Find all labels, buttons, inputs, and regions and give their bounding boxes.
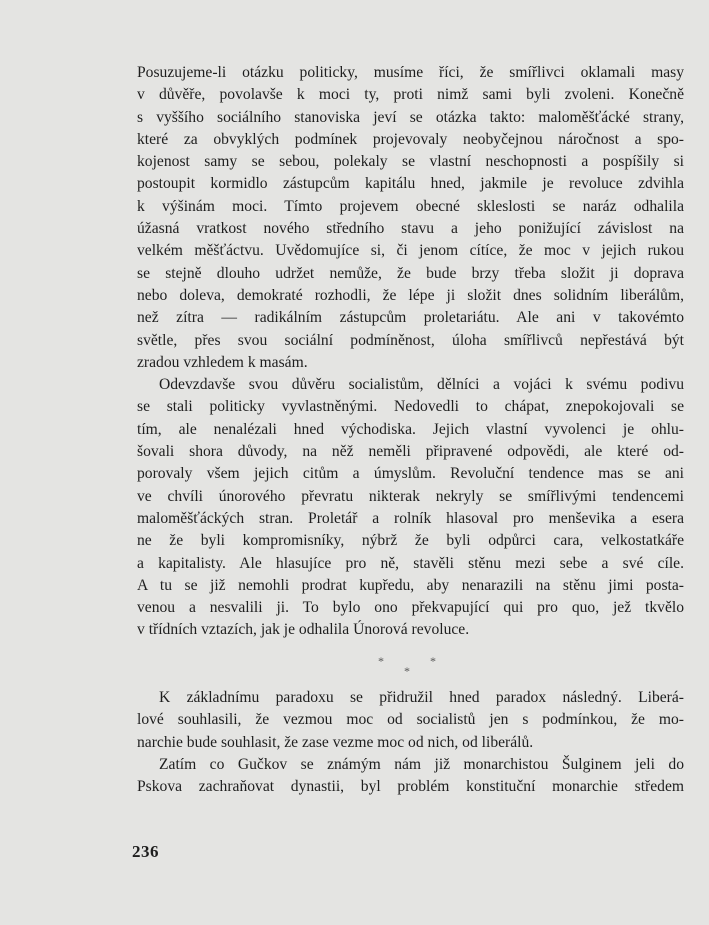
text-line: ve chvíli únorového převratu nikterak nekryly se smířlivými tendencemi [137,487,684,505]
separator-star: * [404,664,410,678]
text-line: v třídních vztazích, jak je odhalila Únorová revoluce. [137,621,470,639]
text-line: v důvěře, povolavše k moci ty, proti nimž sami byli zvoleni. Konečně [137,86,684,104]
text-line: s vyššího sociálního stanoviska jeví se otázka takto: maloměšťácké strany, [137,108,684,126]
text-line: zradou vzhledem k masám. [137,353,308,371]
text-line: k výšinám moci. Tímto projevem obecné skleslosti se naráz odhalila [137,197,684,215]
text-line: se stejně dlouho udržet nemůže, že bude brzy třeba složit ji doprava [137,264,684,282]
text-line: světle, přes svou sociální podmíněnost, úloha smířlivců nepřestává být [137,331,684,349]
text-line: Pskova zachraňovat dynastii, byl problém konstituční monarchie středem [137,778,684,796]
text-line: než zítra — radikálním zástupcům proletariátu. Ale ani v takovémto [137,309,684,327]
text-line: lové souhlasili, že vezmou moc od socialistů jen s podmínkou, že mo- [137,711,684,729]
text-line: porovaly všem jejich citům a úmyslům. Revoluční tendence mas se ani [137,465,684,483]
text-line: narchie bude souhlasit, že zase vezme moc od nich, od liberálů. [137,733,534,751]
text-line: A tu se již nemohli prodrat kupředu, aby nenarazili na stěnu jimi posta- [137,576,684,594]
text-line: tím, ale nenalézali hned východiska. Jejich vlastní vyvolenci je ohlu- [137,420,684,438]
separator-star: * [430,654,436,668]
body-text-section-2 [137,687,684,798]
text-line: velkém měšťáctvu. Uvědomujíce si, či jenom cítíce, že moc v jejich rukou [137,242,684,260]
text-line: Zatím co Gučkov se známým nám již monarchistou Šulginem jeli do [159,755,684,773]
text-line: nebo doleva, demokraté rozhodli, že lépe ji složit dnes solidním liberálům, [137,286,684,304]
section-separator [370,654,450,684]
text-line: a kapitalisty. Ale hlasujíce pro ně, stavěli stěnu mezi sebe a své cíle. [137,554,684,572]
text-line: se stali politicky vyvlastněnými. Nedovedli to chápat, znepokojovali se [137,398,684,416]
text-line: které za obvyklých podmínek projevovaly neobyčejnou náročnost a spo- [137,130,684,148]
text-line: K základnímu paradoxu se přidružil hned paradox následný. Liberá- [159,689,684,706]
text-line: ne že byli kompromisníky, nýbrž že byli odpůrci cara, velkostatkáře [137,532,684,550]
separator-star: * [378,654,384,668]
text-line: maloměšťáckých stran. Proletář a rolník hlasoval pro menševika a esera [137,509,684,527]
text-line: úžasná vratkost nového středního stavu a jeho ponižující závislost na [137,220,684,238]
text-line: Odevzdavše svou důvěru socialistům, dělníci a vojáci k svému podivu [159,376,684,394]
text-line: kojenost samy se sebou, polekaly se vlastní neschopnosti a pospíšily si [137,153,684,171]
text-line: venou a nesvalili ji. To bylo ono překvapující qui pro quo, jež tkvělo [137,599,684,617]
page-number: 236 [132,842,159,861]
text-line: šovali shora důvody, na něž neměli připravené odpovědi, ale které od- [137,443,684,461]
body-text-section-1 [137,62,684,642]
text-line: postoupit kormidlo zástupcům kapitálu hned, jakmile je revoluce zdvihla [137,175,684,193]
text-line: Posuzujeme-li otázku politicky, musíme říci, že smířlivci oklamali masy [137,64,684,81]
